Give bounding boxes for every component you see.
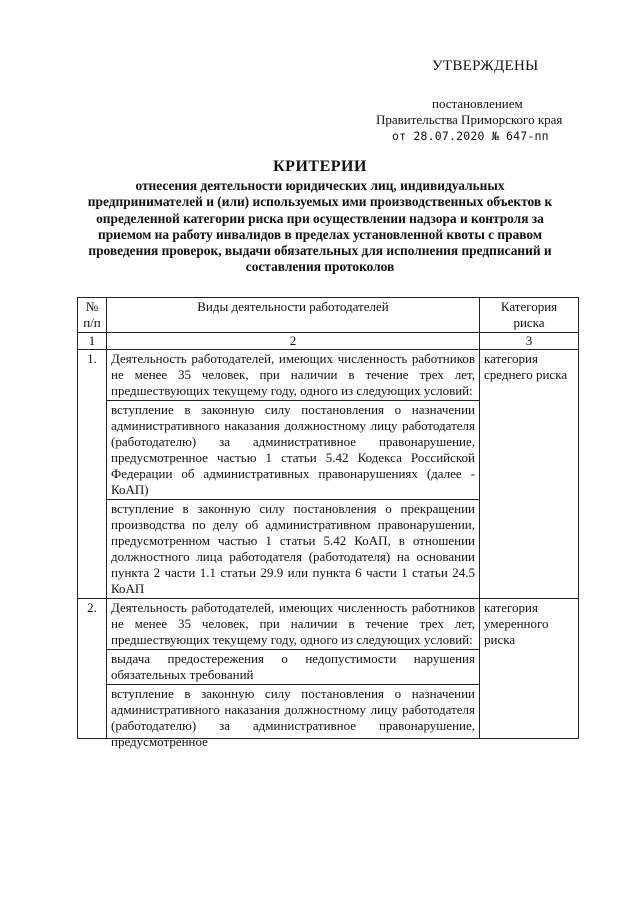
header-category: Категория риска [480, 298, 579, 333]
row-condition: выдача предостережения о недопустимости нарушения обязательных требований [107, 650, 480, 685]
row-condition: вступление в законную силу постановления о назначении административного наказания должностному лицу работодателя (работодателю) за административное правонарушение, предусмотренное частью 1 статьи 5.42 Кодекса Российской Федерации об административных правонарушениях (далее - КоАП) [107, 401, 480, 500]
header-num: № п/п [78, 298, 107, 333]
criteria-table [77, 297, 579, 749]
row-number: 2. [78, 599, 107, 739]
approval-heading: УТВЕРЖДЕНЫ [432, 58, 539, 74]
row-condition: вступление в законную силу постановления о прекращении производства по делу об административном правонарушении, предусмотренном частью 1 статьи 5.42 КоАП, в отношении должностного лица работодателя (работодателя) на основании пункта 2 части 1.1 статьи 29.9 или пункта 6 части 1 статьи 24.5 КоАП [107, 500, 480, 599]
row-condition: вступление в законную силу постановления о назначении административного наказания должностному лицу работодателя (работодателю) за административное правонарушение, предусмотренное [111, 686, 475, 749]
decree-line-1: постановлением [432, 96, 523, 111]
document-title: КРИТЕРИИ [273, 158, 367, 175]
table-header-row [78, 298, 579, 333]
row-condition-cell [107, 685, 480, 749]
column-number-2: 2 [107, 333, 480, 350]
table-row [78, 599, 579, 650]
decree-line-3 [392, 128, 549, 144]
header-activity: Виды деятельности работодателей [107, 298, 480, 333]
row-activity: Деятельность работодателей, имеющих численность работников не менее 35 человек, при наличии в течение трех лет, предшествующих текущему году, одного из следующих условий: [107, 350, 480, 401]
column-numbers-row [78, 333, 579, 350]
decree-line-2: Правительства Приморского края [376, 112, 563, 127]
row-activity: Деятельность работодателей, имеющих численность работников не менее 35 человек, при наличии в течение трех лет, предшествующих текущему году, одного из следующих условий: [107, 599, 480, 650]
row-category: категория среднего риска [480, 350, 579, 599]
row-number: 1. [78, 350, 107, 599]
column-number-1: 1 [78, 333, 107, 350]
decree-date-number: от 28.07.2020 № 647-пп [392, 129, 549, 143]
document-subtitle: отнесения деятельности юридических лиц, индивидуальных предпринимателей и (или) используемых ими производственных объектов к определенной категории риска при осуществлении надзора и контроля за приемом на работу инвалидов в пределах установленной квоты с правом проведения проверок, выдачи обязательных для исполнения предписаний и составления протоколов [87, 178, 553, 275]
row-category: категория умеренного риска [480, 599, 579, 739]
column-number-3: 3 [480, 333, 579, 350]
table-row [78, 350, 579, 401]
